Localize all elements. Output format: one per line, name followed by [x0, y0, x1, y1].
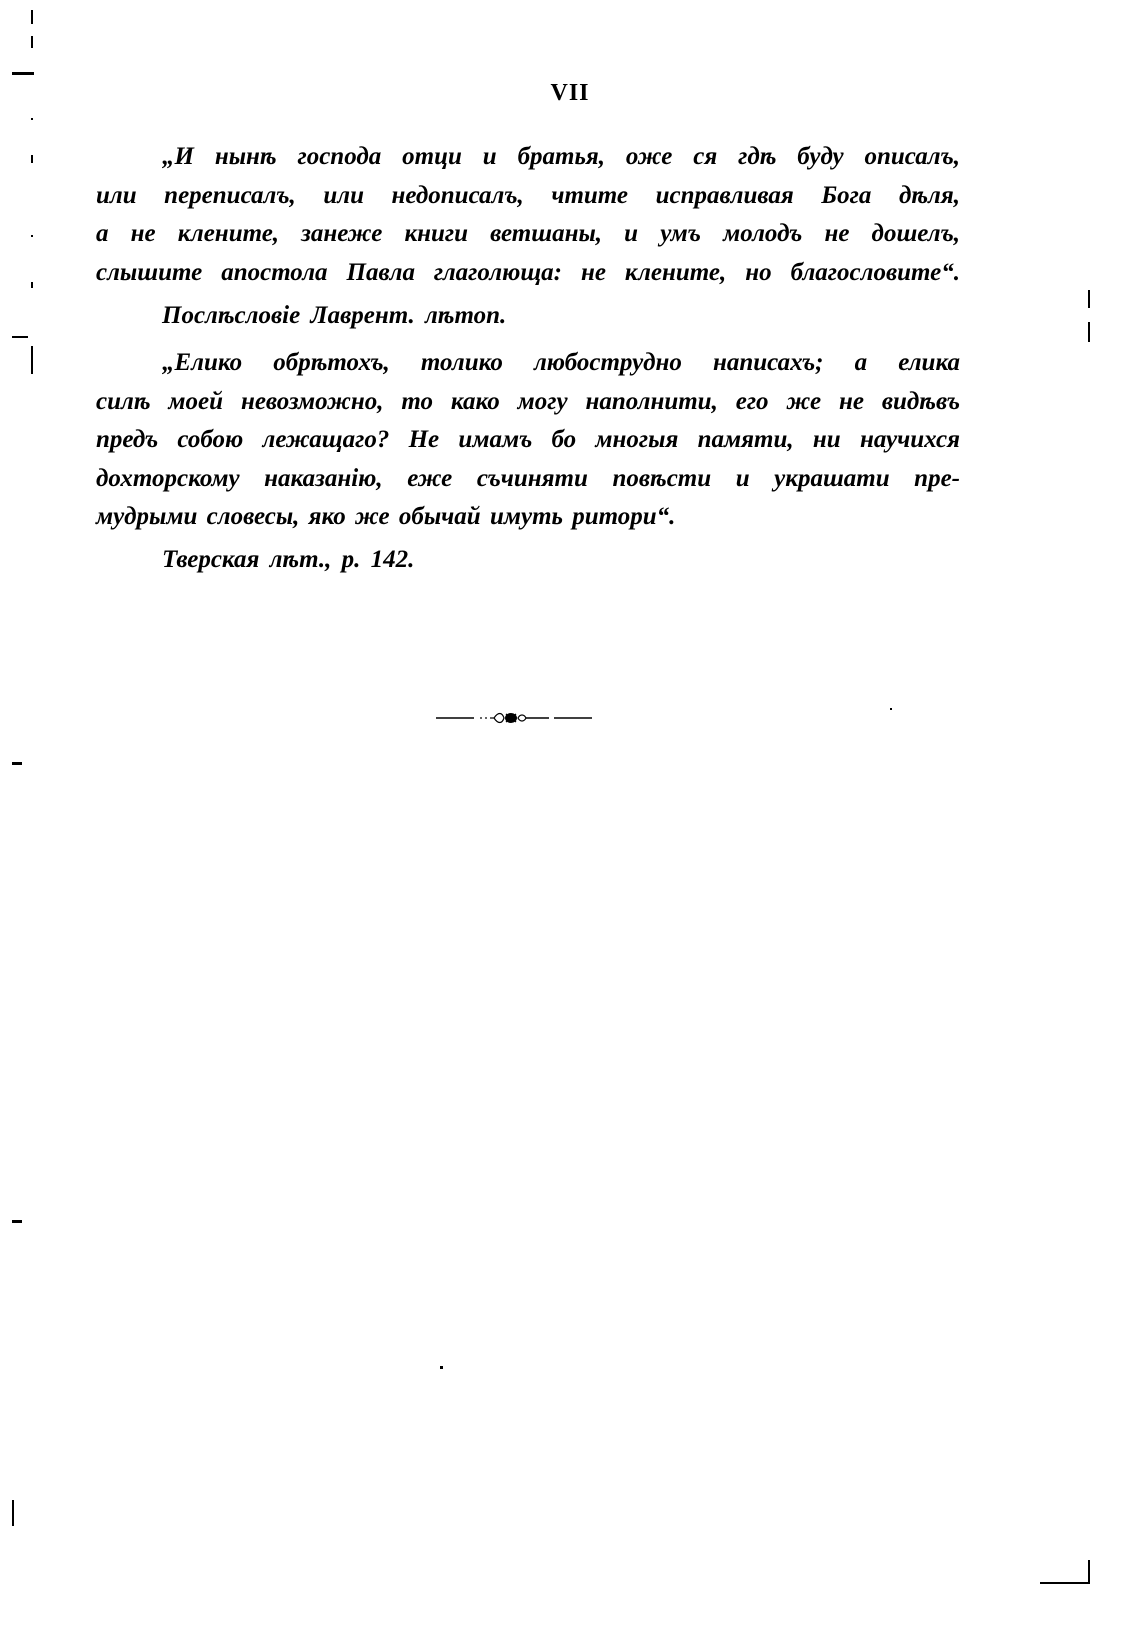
scan-artifact — [31, 346, 33, 374]
quote-line: „И нынѣ господа отци и братья, оже ся гдѣ буду описалъ, — [162, 143, 960, 170]
ornament-divider-icon — [436, 708, 596, 728]
page-number: VII — [550, 80, 590, 106]
scan-artifact — [31, 118, 33, 120]
scan-artifact — [1040, 1582, 1090, 1584]
scan-artifact — [1088, 290, 1090, 308]
scan-artifact — [31, 282, 33, 288]
scan-artifact — [12, 72, 34, 75]
scan-artifact — [12, 336, 28, 338]
quote-line: силѣ моей невозможно, то како могу наполнити, его же не видѣвъ — [96, 387, 960, 415]
source-citation-laurentian: Послѣсловіе Лаврент. лѣтоп. — [162, 302, 507, 329]
scan-artifact — [1088, 1560, 1090, 1582]
quote-line: предъ собою лежащаго? Не имамъ бо многыя памяти, ни научихся — [96, 426, 960, 453]
quote-tver — [96, 344, 960, 537]
scan-artifact — [12, 1220, 22, 1223]
quote-line: мудрыми словесы, яко же обычай имуть ритори“. — [96, 503, 676, 530]
quote-line: а не клените, занеже книги ветшаны, и умъ молодъ не дошелъ, — [96, 220, 960, 247]
scan-artifact — [31, 155, 33, 163]
quote-line: слышите апостола Павла глаголюща: не клените, но благословите“. — [96, 258, 960, 286]
scan-artifact — [31, 36, 33, 48]
quote-line: или переписалъ, или недописалъ, чтите исправливая Бога дѣля, — [96, 181, 960, 209]
scan-artifact — [890, 708, 892, 710]
quote-line: „Елико обрѣтохъ, толико любострудно написахъ; а елика — [162, 349, 960, 376]
quote-line: дохторскому наказанію, еже съчиняти повѣсти и украшати пре- — [96, 464, 960, 492]
source-citation-tver: Тверская лѣт., р. 142. — [162, 546, 415, 573]
scan-artifact — [440, 1366, 443, 1369]
scan-artifact — [1088, 322, 1090, 342]
scan-artifact — [31, 10, 33, 24]
scan-artifact — [12, 762, 22, 765]
quote-laurentian — [96, 138, 960, 292]
scan-artifact — [12, 1500, 14, 1526]
scan-artifact — [31, 235, 33, 237]
